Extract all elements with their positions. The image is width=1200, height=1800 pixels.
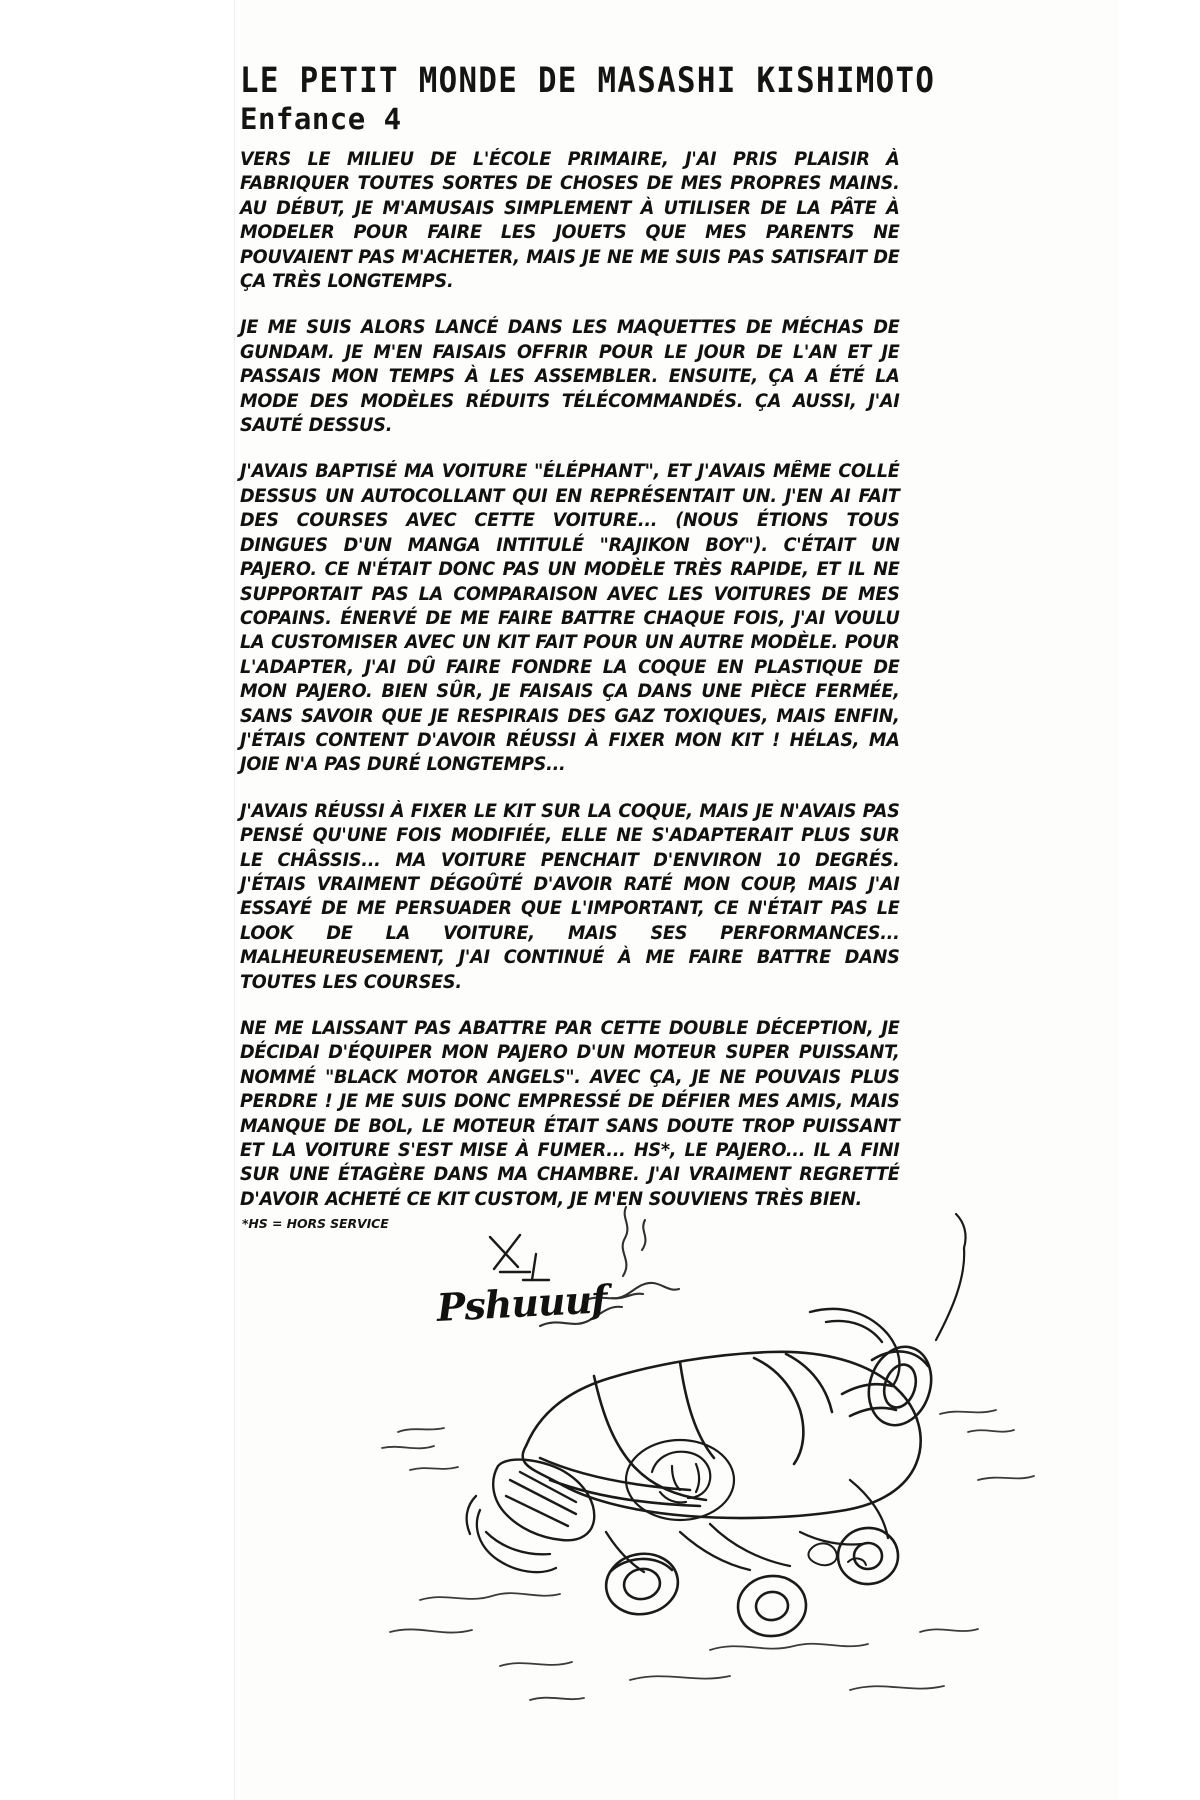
article-content bbox=[240, 61, 936, 1232]
paragraph-5: NE ME LAISSANT PAS ABATTRE PAR CETTE DOUBLE DÉCEPTION, JE DÉCIDAI D'ÉQUIPER MON PAJERO D'UN MOTEUR SUPER PUISSANT, NOMMÉ "BLACK MOTOR ANGELS". AVEC ÇA, JE NE POUVAIS PLUS PERDRE ! JE ME SUIS DONC EMPRESSÉ DE DÉFIER MES AMIS, MAIS MANQUE DE BOL, LE MOTEUR ÉTAIT SANS DOUTE TROP PUISSANT ET LA VOITURE S'EST MISE À FUMER... HS*, LE PAJERO... IL A FINI SUR UNE ÉTAGÈRE DANS MA CHAMBRE. J'AI VRAIMENT REGRETTÉ D'AVOIR ACHETÉ CE KIT CUSTOM, JE M'EN SOUVIENS TRÈS BIEN. bbox=[240, 1018, 900, 1210]
page-right-margin bbox=[1118, 0, 1200, 1800]
page-left-margin bbox=[0, 0, 235, 1800]
car-body bbox=[523, 1352, 921, 1518]
car-hatch-flap bbox=[810, 1309, 899, 1384]
paragraph-1: VERS LE MILIEU DE L'ÉCOLE PRIMAIRE, J'AI PRIS PLAISIR À FABRIQUER TOUTES SORTES DE CHOSES DE MES PROPRES MAINS. AU DÉBUT, JE M'AMUSAIS SIMPLEMENT À UTILISER DE LA PÂTE À MODELER POUR FAIRE LES JOUETS QUE MES PARENTS NE POUVAIENT PAS M'ACHETER, MAIS JE NE ME SUIS PAS SATISFAIT DE ÇA TRÈS LONGTEMPS. bbox=[240, 149, 900, 293]
ground-dust bbox=[382, 1410, 1034, 1700]
footnote: *HS = HORS SERVICE bbox=[242, 1216, 389, 1232]
elephant-sticker-icon bbox=[626, 1440, 734, 1520]
sound-effect-label: Pshuuuf bbox=[435, 1276, 608, 1330]
car-antenna bbox=[936, 1214, 966, 1340]
paragraph-3: J'AVAIS BAPTISÉ MA VOITURE "ÉLÉPHANT", ET J'AVAIS MÊME COLLÉ DESSUS UN AUTOCOLLANT QUI EN REPRÉSENTAIT UN. J'EN AI FAIT DES COURSES AVEC CETTE VOITURE... (NOUS ÉTIONS TOUS DINGUES D'UN MANGA INTITULÉ "RAJIKON BOY"). C'ÉTAIT UN PAJERO. CE N'ÉTAIT DONC PAS UN MODÈLE TRÈS RAPIDE, ET IL NE SUPPORTAIT PAS LA COMPARAISON AVEC LES VOITURES DE MES COPAINS. ÉNERVÉ DE ME FAIRE BATTRE CHAQUE FOIS, J'AI VOULU LA CUSTOMISER AVEC UN KIT FAIT POUR UN AUTRE MODÈLE. POUR L'ADAPTER, J'AI DÛ FAIRE FONDRE LA COQUE EN PLASTIQUE DE MON PAJERO. BIEN SÛR, JE FAISAIS ÇA DANS UNE PIÈCE FERMÉE, SANS SAVOIR QUE JE RESPIRAIS DES GAZ TOXIQUES, MAIS ENFIN, J'ÉTAIS CONTENT D'AVOIR RÉUSSI À FIXER MON KIT ! HÉLAS, MA JOIE N'A PAS DURÉ LONGTEMPS... bbox=[240, 461, 900, 776]
page-subtitle: Enfance 4 bbox=[240, 102, 402, 136]
car-sketch-illustration bbox=[380, 1180, 1080, 1740]
paragraph-4: J'AVAIS RÉUSSI À FIXER LE KIT SUR LA COQUE, MAIS JE N'AVAIS PAS PENSÉ QU'UNE FOIS MODIFIÉE, ELLE NE S'ADAPTERAIT PLUS SUR LE CHÂSSIS... MA VOITURE PENCHAIT D'ENVIRON 10 DEGRÉS. J'ÉTAIS VRAIMENT DÉGOÛTÉ D'AVOIR RATÉ MON COUP, MAIS J'AI ESSAYÉ DE ME PERSUADER QUE L'IMPORTANT, CE N'ÉTAIT PAS LE LOOK DE LA VOITURE, MAIS SES PERFORMANCES... MALHEUREUSEMENT, J'AI CONTINUÉ À ME FAIRE BATTRE DANS TOUTES LES COURSES. bbox=[240, 800, 900, 993]
paragraph-2: JE ME SUIS ALORS LANCÉ DANS LES MAQUETTES DE MÉCHAS DE GUNDAM. JE M'EN FAISAIS OFFRIR POUR LE JOUR DE L'AN ET JE PASSAIS MON TEMPS À LES ASSEMBLER. ENSUITE, ÇA A ÉTÉ LA MODE DES MODÈLES RÉDUITS TÉLÉCOMMANDÉS. ÇA AUSSI, J'AI SAUTÉ DESSUS. bbox=[240, 317, 900, 437]
car-sketch-svg bbox=[380, 1180, 1080, 1740]
car-bumper bbox=[467, 1496, 556, 1572]
smoke-icon bbox=[540, 1207, 679, 1326]
page-title: LE PETIT MONDE DE MASASHI KISHIMOTO bbox=[240, 61, 936, 101]
scribble-marks bbox=[490, 1235, 549, 1280]
